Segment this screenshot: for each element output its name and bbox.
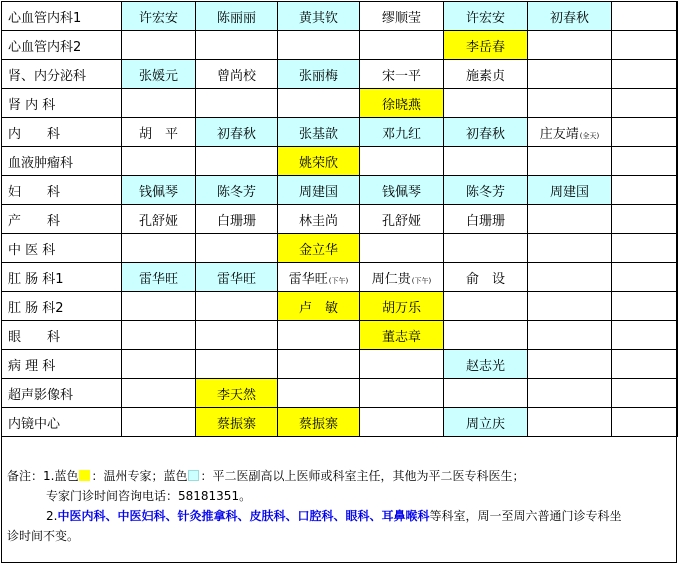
doctor-cell [528,89,612,118]
doctor-cell [196,292,278,321]
doctor-cell [444,408,528,437]
doctor-name: 林圭尚 [298,213,338,229]
doctor-cell [122,60,196,89]
doctor-cell [612,89,678,118]
schedule-row [2,60,678,89]
notes-block [7,466,671,546]
department-cell: 妇 科 [2,176,122,205]
doctor-cell [444,234,528,263]
doctor-cell [122,408,196,437]
doctor-cell [528,118,612,147]
doctor-cell [528,31,612,60]
doctor-name: 白珊珊 [465,213,505,229]
note-text: ：平二医副高以上医师或科室主任，其他为平二医专科医生； [200,469,525,483]
doctor-name: 金立华 [298,242,338,258]
doctor-cell [528,176,612,205]
doctor-cell [278,2,360,31]
note-text: 备注：1.蓝色 [7,469,79,483]
doctor-name: 陈冬芳 [216,184,256,200]
note-line-3 [7,506,671,526]
doctor-cell [278,379,360,408]
doctor-cell [278,60,360,89]
doctor-name: 李天然 [216,387,256,403]
doctor-cell [196,89,278,118]
doctor-cell [612,118,678,147]
doctor-cell [444,350,528,379]
doctor-cell [528,234,612,263]
department-cell: 心血管内科2 [2,31,122,60]
doctor-cell [196,60,278,89]
schedule-row [2,234,678,263]
doctor-cell [122,321,196,350]
doctor-cell [528,60,612,89]
doctor-name: 邓九红 [381,126,421,142]
note-phone: 专家门诊时间咨询电话：58181351。 [46,489,252,503]
doctor-cell [360,205,444,234]
doctor-cell [528,263,612,292]
doctor-cell [612,205,678,234]
doctor-name: 徐晓燕 [381,97,421,113]
doctor-cell [612,147,678,176]
doctor-cell [360,89,444,118]
doctor-name: 初春秋 [549,10,589,26]
doctor-name: 雷华旺 [138,271,178,287]
note-line-1 [7,466,671,486]
doctor-cell [122,31,196,60]
doctor-cell [196,408,278,437]
doctor-cell [612,379,678,408]
doctor-name: 缪顺莹 [381,10,421,26]
doctor-name: 张丽梅 [298,68,338,84]
doctor-cell [444,292,528,321]
department-cell: 病 理 科 [2,350,122,379]
doctor-cell [612,234,678,263]
doctor-cell [444,176,528,205]
doctor-cell [612,408,678,437]
doctor-cell [360,408,444,437]
doctor-cell [612,263,678,292]
yellow-swatch [79,470,90,481]
doctor-cell [360,176,444,205]
doctor-name: 白珊珊 [216,213,256,229]
doctor-cell [360,379,444,408]
department-cell: 中 医 科 [2,234,122,263]
doctor-cell [278,147,360,176]
doctor-cell [278,234,360,263]
doctor-cell [612,350,678,379]
doctor-cell [612,31,678,60]
doctor-name: 赵志光 [465,358,505,374]
doctor-cell [122,205,196,234]
doctor-cell [528,321,612,350]
doctor-cell [196,350,278,379]
doctor-name: 陈丽丽 [216,10,256,26]
doctor-name: 许宏安 [465,10,505,26]
doctor-name: 姚荣欣 [298,155,338,171]
doctor-cell [278,408,360,437]
schedule-row [2,408,678,437]
doctor-cell [278,263,360,292]
time-note: (全天) [579,131,600,140]
doctor-cell [360,60,444,89]
doctor-name: 周建国 [298,184,338,200]
doctor-cell [278,89,360,118]
doctor-cell [278,176,360,205]
doctor-cell [444,118,528,147]
doctor-name: 俞 设 [465,271,505,287]
doctor-name: 蔡振寨 [216,416,256,432]
doctor-name: 董志章 [381,329,421,345]
schedule-row [2,118,678,147]
doctor-cell [444,205,528,234]
doctor-name: 施素贞 [465,68,505,84]
doctor-cell [528,350,612,379]
department-cell: 眼 科 [2,321,122,350]
note-text: 诊时间不变。 [7,529,80,543]
doctor-cell [528,379,612,408]
doctor-name: 蔡振寨 [298,416,338,432]
schedule-row [2,176,678,205]
doctor-cell [612,176,678,205]
doctor-name: 张基歆 [298,126,338,142]
doctor-cell [360,31,444,60]
doctor-name: 初春秋 [216,126,256,142]
doctor-name: 张媛元 [138,68,178,84]
schedule-row [2,263,678,292]
department-cell: 肾 内 科 [2,89,122,118]
department-list: 中医内科、中医妇科、针灸推拿科、皮肤科、口腔科、眼科、耳鼻喉科 [57,509,430,523]
doctor-cell [360,234,444,263]
doctor-name: 胡万乐 [381,300,421,316]
schedule-row [2,89,678,118]
doctor-name: 初春秋 [465,126,505,142]
doctor-name: 孔舒娅 [381,213,421,229]
doctor-name: 曾尚校 [216,68,256,84]
schedule-row [2,31,678,60]
doctor-cell [444,379,528,408]
doctor-name: 陈冬芳 [465,184,505,200]
schedule-row [2,292,678,321]
doctor-cell [278,350,360,379]
doctor-cell [360,292,444,321]
doctor-cell [196,205,278,234]
doctor-cell [196,31,278,60]
doctor-name: 胡 平 [138,126,178,142]
doctor-name: 宋一平 [381,68,421,84]
doctor-cell [528,2,612,31]
department-cell: 产 科 [2,205,122,234]
doctor-cell [196,176,278,205]
doctor-cell [196,147,278,176]
doctor-cell [122,350,196,379]
doctor-name: 李岳春 [465,39,505,55]
doctor-name: 雷华旺 [288,271,328,287]
doctor-cell [360,2,444,31]
doctor-cell [196,234,278,263]
blue-swatch [188,470,199,481]
doctor-cell [196,263,278,292]
doctor-cell [444,60,528,89]
department-cell: 肾、内分泌科 [2,60,122,89]
doctor-cell [360,321,444,350]
doctor-cell [360,118,444,147]
doctor-cell [196,321,278,350]
schedule-row [2,2,678,31]
doctor-cell [122,379,196,408]
schedule-table [1,1,678,437]
doctor-cell [444,89,528,118]
doctor-cell [196,118,278,147]
doctor-cell [122,263,196,292]
doctor-cell [278,292,360,321]
doctor-name: 周立庆 [465,416,505,432]
note-text: ：温州专家；蓝色 [91,469,188,483]
schedule-row [2,147,678,176]
doctor-name: 雷华旺 [216,271,256,287]
doctor-cell [278,31,360,60]
doctor-cell [122,2,196,31]
department-cell: 内镜中心 [2,408,122,437]
doctor-cell [278,205,360,234]
doctor-cell [122,147,196,176]
doctor-name: 钱佩琴 [138,184,178,200]
schedule-row [2,379,678,408]
doctor-name: 黄其钦 [298,10,338,26]
doctor-name: 孔舒娅 [138,213,178,229]
doctor-name: 庄友靖 [539,126,579,142]
schedule-row [2,350,678,379]
note-text: 2. [46,509,58,523]
doctor-cell [360,263,444,292]
doctor-name: 周仁贵 [371,271,411,287]
doctor-cell [528,205,612,234]
doctor-cell [444,2,528,31]
note-text: 等科室，周一至周六普通门诊专科坐 [429,509,622,523]
schedule-row [2,205,678,234]
doctor-name: 钱佩琴 [381,184,421,200]
doctor-cell [612,321,678,350]
doctor-cell [196,2,278,31]
doctor-name: 周建国 [549,184,589,200]
doctor-cell [444,31,528,60]
doctor-cell [196,379,278,408]
doctor-cell [528,292,612,321]
doctor-cell [612,60,678,89]
doctor-cell [528,147,612,176]
doctor-cell [528,408,612,437]
department-cell: 肛 肠 科1 [2,263,122,292]
doctor-cell [122,176,196,205]
time-note: (下午) [328,276,349,285]
doctor-cell [612,292,678,321]
doctor-cell [122,234,196,263]
doctor-cell [122,292,196,321]
doctor-cell [612,2,678,31]
doctor-name: 许宏安 [138,10,178,26]
schedule-row [2,321,678,350]
department-cell: 超声影像科 [2,379,122,408]
doctor-cell [278,118,360,147]
department-cell: 血液肿瘤科 [2,147,122,176]
doctor-cell [360,350,444,379]
doctor-cell [444,263,528,292]
doctor-cell [360,147,444,176]
doctor-cell [444,321,528,350]
department-cell: 肛 肠 科2 [2,292,122,321]
doctor-cell [444,147,528,176]
note-line-4 [7,526,671,546]
doctor-cell [122,118,196,147]
doctor-name: 卢 敏 [298,300,338,316]
department-cell: 内 科 [2,118,122,147]
department-cell: 心血管内科1 [2,2,122,31]
doctor-cell [122,89,196,118]
doctor-cell [278,321,360,350]
note-line-2 [7,486,671,506]
time-note: (下午) [411,276,432,285]
